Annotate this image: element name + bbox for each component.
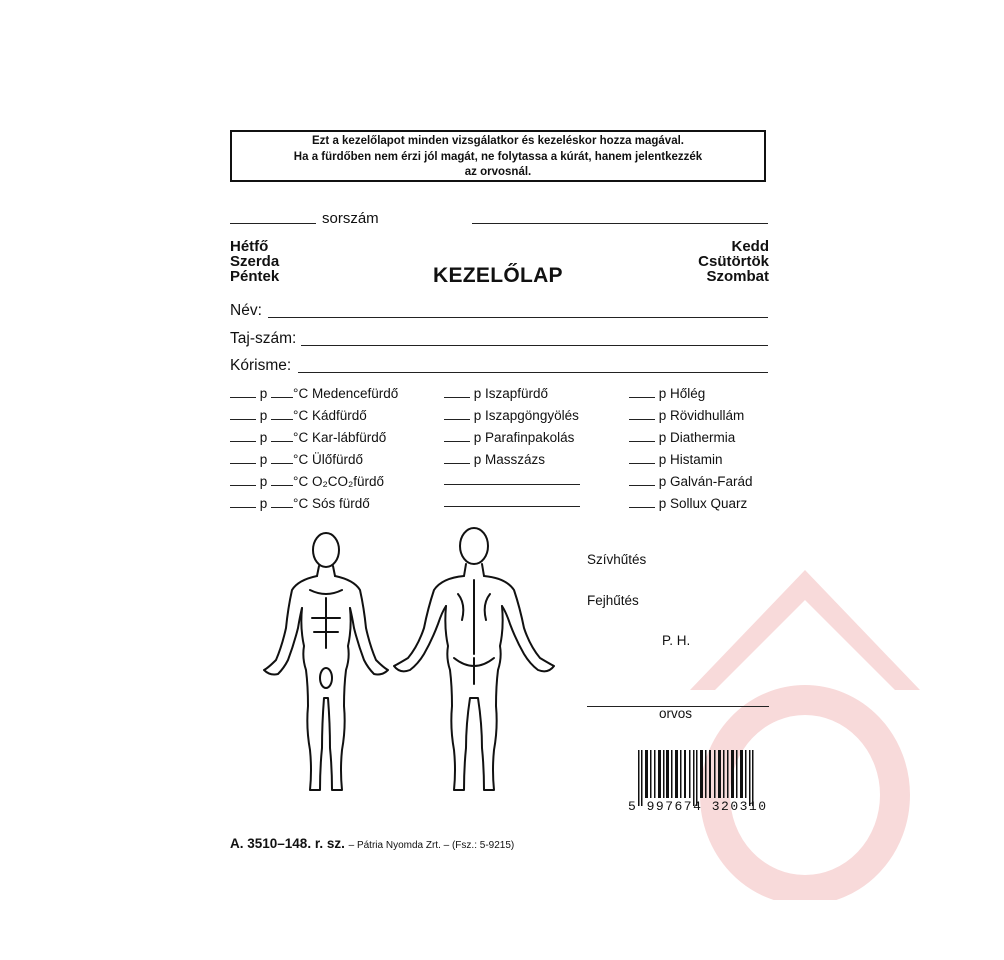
treatment-label: p Parafinpakolás: [473, 430, 575, 445]
day-hetfo: Hétfő: [230, 238, 269, 255]
treatment-row[interactable]: [629, 407, 744, 425]
page-title: KEZELŐLAP: [433, 264, 563, 287]
treatment-row[interactable]: [444, 407, 579, 425]
treatment-label: p Histamin: [658, 452, 723, 467]
korisme-label: Kórisme:: [230, 357, 292, 374]
name-label: Név:: [230, 302, 262, 319]
treatment-label: p Iszapfürdő: [473, 386, 549, 401]
notice-line-1: Ezt a kezelőlapot minden vizsgálatkor és kezeléskor hozza magával.: [312, 135, 684, 147]
extra-treatment-blank[interactable]: [444, 484, 580, 485]
treatment-label: p Rövidhullám: [658, 408, 745, 423]
treatment-row[interactable]: [629, 473, 753, 491]
treatment-row[interactable]: p °C Kar-lábfürdő: [230, 429, 386, 447]
day-szombat: Szombat: [706, 268, 769, 285]
house-logo-watermark: [690, 570, 920, 900]
form-code: A. 3510–148. r. sz.: [230, 836, 345, 851]
barcode-number: 5 997674 320310: [628, 799, 768, 814]
treatment-row[interactable]: [629, 451, 723, 469]
treatment-row[interactable]: [444, 451, 545, 469]
taj-field[interactable]: [301, 345, 768, 346]
treatment-label: p Hőlég: [658, 386, 706, 401]
treatment-row[interactable]: [629, 429, 735, 447]
extra-treatment-blank[interactable]: [444, 506, 580, 507]
taj-label: Taj-szám:: [230, 330, 297, 347]
treatment-row[interactable]: [444, 429, 574, 447]
treatment-label: O₂CO₂fürdő: [311, 474, 384, 489]
day-csutortok: Csütörtök: [698, 253, 769, 270]
name-field[interactable]: [268, 317, 768, 318]
treatment-row[interactable]: p °C O₂CO₂fürdő: [230, 473, 384, 491]
treatment-label: Sós fürdő: [311, 496, 370, 511]
barcode-icon: [628, 750, 768, 806]
fejhutes-label: Fejhűtés: [587, 593, 639, 608]
treatment-label: Medencefürdő: [311, 386, 399, 401]
treatment-label: p Iszapgöngyölés: [473, 408, 579, 423]
treatment-row[interactable]: p °C Medencefürdő: [230, 385, 398, 403]
day-szerda: Szerda: [230, 253, 280, 270]
treatment-row[interactable]: [444, 385, 548, 403]
days-left: [230, 239, 279, 284]
sorszam-label: sorszám: [322, 210, 379, 227]
treatment-label: p Diathermia: [658, 430, 736, 445]
treatment-label: p Sollux Quarz: [658, 496, 748, 511]
sorszam-blank[interactable]: [230, 223, 316, 224]
days-right: [640, 239, 769, 284]
printer-info: – Pátria Nyomda Zrt. – (Fsz.: 5-9215): [348, 840, 515, 851]
form-footer: [230, 836, 514, 851]
treatment-label: p Masszázs: [473, 452, 546, 467]
doctor-label: orvos: [659, 706, 693, 721]
treatment-label: Kádfürdő: [311, 408, 367, 423]
szivhutes-label: Szívhűtés: [587, 552, 647, 567]
human-body-front-icon[interactable]: [262, 528, 392, 800]
notice-line-3: az orvosnál.: [464, 166, 532, 178]
treatment-label: p Galván-Farád: [658, 474, 753, 489]
korisme-field[interactable]: [298, 372, 768, 373]
treatment-row[interactable]: p °C Sós fürdő: [230, 495, 370, 513]
day-kedd: Kedd: [731, 238, 769, 255]
notice-box: [230, 130, 766, 182]
date-blank[interactable]: [472, 223, 768, 224]
day-pentek: Péntek: [230, 268, 280, 285]
treatment-row[interactable]: [629, 495, 747, 513]
treatment-label: Kar-lábfürdő: [311, 430, 387, 445]
treatment-row[interactable]: [629, 385, 705, 403]
treatment-row[interactable]: p °C Kádfürdő: [230, 407, 367, 425]
ph-stamp-label: P. H.: [662, 633, 691, 648]
notice-line-2: Ha a fürdőben nem érzi jól magát, ne folytassa a kúrát, hanem jelentkezzék: [293, 150, 703, 163]
human-body-back-icon[interactable]: [392, 524, 556, 800]
treatment-row[interactable]: p °C Ülőfürdő: [230, 451, 363, 469]
treatment-label: Ülőfürdő: [311, 452, 363, 467]
